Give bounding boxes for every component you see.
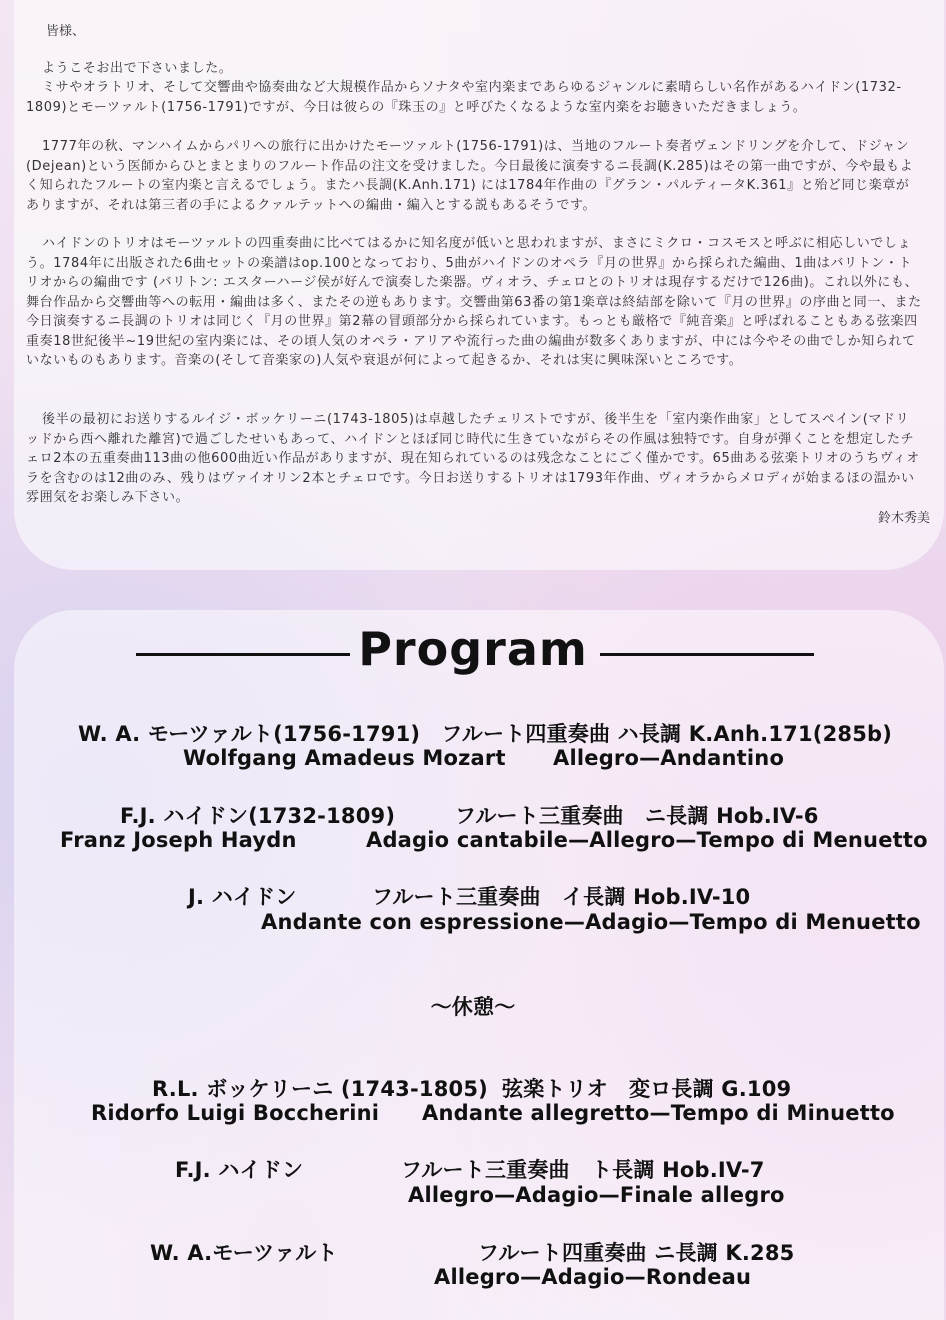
program-item-2-composer: F.J. ハイドン(1732-1809) bbox=[120, 804, 396, 828]
letter-paragraph-boccherini: 後半の最初にお送りするルイジ・ボッケリーニ(1743-1805)は卓越したチェリストですが、後半生を「室内楽作曲家」としてスペイン(マドリッドから西へ離れた離宮)で過ごしたせいもあって、ハイドンとほぼ同じ時代に生きていながらその作風は独特です。自身が弾くことを想定したチェロ2本の五重奏曲113曲の他600曲近い作品がありますが、現在知られているのは残念なことにごく僅かです。65曲ある弦楽トリオのうちヴィオラを含むのは12曲のみ、残りはヴァイオリン2本とチェロです。今日お送りするトリオは1793年作曲、ヴィオラからメロディが始まるほの温かい雰囲気をお楽しみ下さい。 bbox=[26, 412, 920, 505]
program-item-3-movements: Andante con espressione—Adagio—Tempo di Menuetto bbox=[261, 910, 921, 934]
greeting: 皆様、 bbox=[46, 24, 86, 39]
program-item-5-movements: Allegro—Adagio—Finale allegro bbox=[408, 1183, 785, 1207]
program-item-3-work: フルート三重奏曲 イ長調 Hob.IV-10 bbox=[372, 885, 751, 909]
intermission: ～休憩～ bbox=[430, 995, 516, 1019]
program-item-3-composer: J. ハイドン bbox=[188, 885, 297, 909]
signature: 鈴木秀美 bbox=[877, 511, 930, 526]
program-item-6-movements: Allegro—Adagio—Rondeau bbox=[434, 1265, 752, 1289]
program-item-6-work: フルート四重奏曲 ニ長調 K.285 bbox=[478, 1241, 795, 1265]
program-item-1-heading: W. A. モーツァルト(1756-1791) フルート四重奏曲 ハ長調 K.Anh.171(285b) bbox=[78, 722, 893, 746]
program-item-4-work: 弦楽トリオ 変ロ長調 G.109 bbox=[502, 1077, 792, 1101]
program-item-2-composer-name: Franz Joseph Haydn bbox=[60, 828, 297, 852]
program-item-2-movements: Adagio cantabile—Allegro—Tempo di Menuetto bbox=[366, 828, 928, 852]
letter-paragraph-mozart: 1777年の秋、マンハイムからパリへの旅行に出かけたモーツァルト(1756-1791)は、当地のフルート奏者ヴェンドリングを介して、ドジャン(Dejean)という医師からひとまとまりのフルート作品の注文を受けました。今日最後に演奏するニ長調(K.285)はその第一曲ですが、今や最もよく知られたフルートの室内楽と言えるでしょう。またハ長調(K.Anh.171) には1784年作曲の『グラン・パルティータK.361』と殆ど同じ楽章がありますが、それは第三者の手によるクァルテットへの編曲・編入とする説もあるそうです。 bbox=[26, 139, 914, 213]
program-panel bbox=[14, 610, 944, 1320]
letter-paragraph-intro: ミサやオラトリオ、そして交響曲や協奏曲など大規模作品からソナタや室内楽まであらゆるジャンルに素晴らしい名作があるハイドン(1732-1809)とモーツァルト(1756-1791)ですが、今日は彼らの『珠玉の』と呼びたくなるような室内楽をお聴きいただきましょう。 bbox=[26, 80, 902, 115]
program-item-2-work: フルート三重奏曲 ニ長調 Hob.IV-6 bbox=[455, 804, 819, 828]
program-item-1-movements: Allegro—Andantino bbox=[553, 746, 785, 770]
letter-paragraph-haydn: ハイドンのトリオはモーツァルトの四重奏曲に比べてはるかに知名度が低いと思われますが、まさにミクロ・コスモスと呼ぶに相応しいでしょう。1784年に出版された6曲セットの楽譜はop.100となっており、5曲がハイドンのオペラ『月の世界』から採られた編曲、1曲はバリトン・トリオからの編曲です (バリトン: エスターハージ侯が好んで演奏した楽器。ヴィオラ、チェロとのトリオは現存するだけで126曲)。これ以外にも、舞台作品から交響曲等への転用・編曲は多く、またその逆もあります。交響曲第63番の第1楽章は終結部を除いて『月の世界』の序曲と同一、また今日演奏するニ長調のトリオは同じく『月の世界』第2幕の冒頭部分から採られています。もっとも厳格で『純音楽』と呼ばれることもある弦楽四重奏18世紀後半~19世紀の室内楽には、その頃人気のオペラ・アリアや流行った曲の編曲が数多くありますが、中には今やその曲でしか知られていないものもあります。音楽の(そして音楽家の)人気や衰退が何によって起きるか、それは実に興味深いところです。 bbox=[26, 236, 922, 368]
program-item-5-work: フルート三重奏曲 ト長調 Hob.IV-7 bbox=[401, 1158, 765, 1182]
program-item-4-movements: Andante allegretto—Tempo di Minuetto bbox=[422, 1101, 895, 1125]
letter-paragraph-welcome: ようこそお出で下さいました。 bbox=[42, 61, 233, 76]
program-item-1-composer-name: Wolfgang Amadeus Mozart bbox=[183, 746, 506, 770]
program-title: Program bbox=[358, 622, 588, 676]
program-item-4-composer-name: Ridorfo Luigi Boccherini bbox=[91, 1101, 380, 1125]
program-item-4-composer: R.L. ボッケリーニ (1743-1805) bbox=[152, 1077, 488, 1101]
program-item-5-composer: F.J. ハイドン bbox=[175, 1158, 304, 1182]
program-item-6-composer: W. A.モーツァルト bbox=[150, 1241, 338, 1265]
